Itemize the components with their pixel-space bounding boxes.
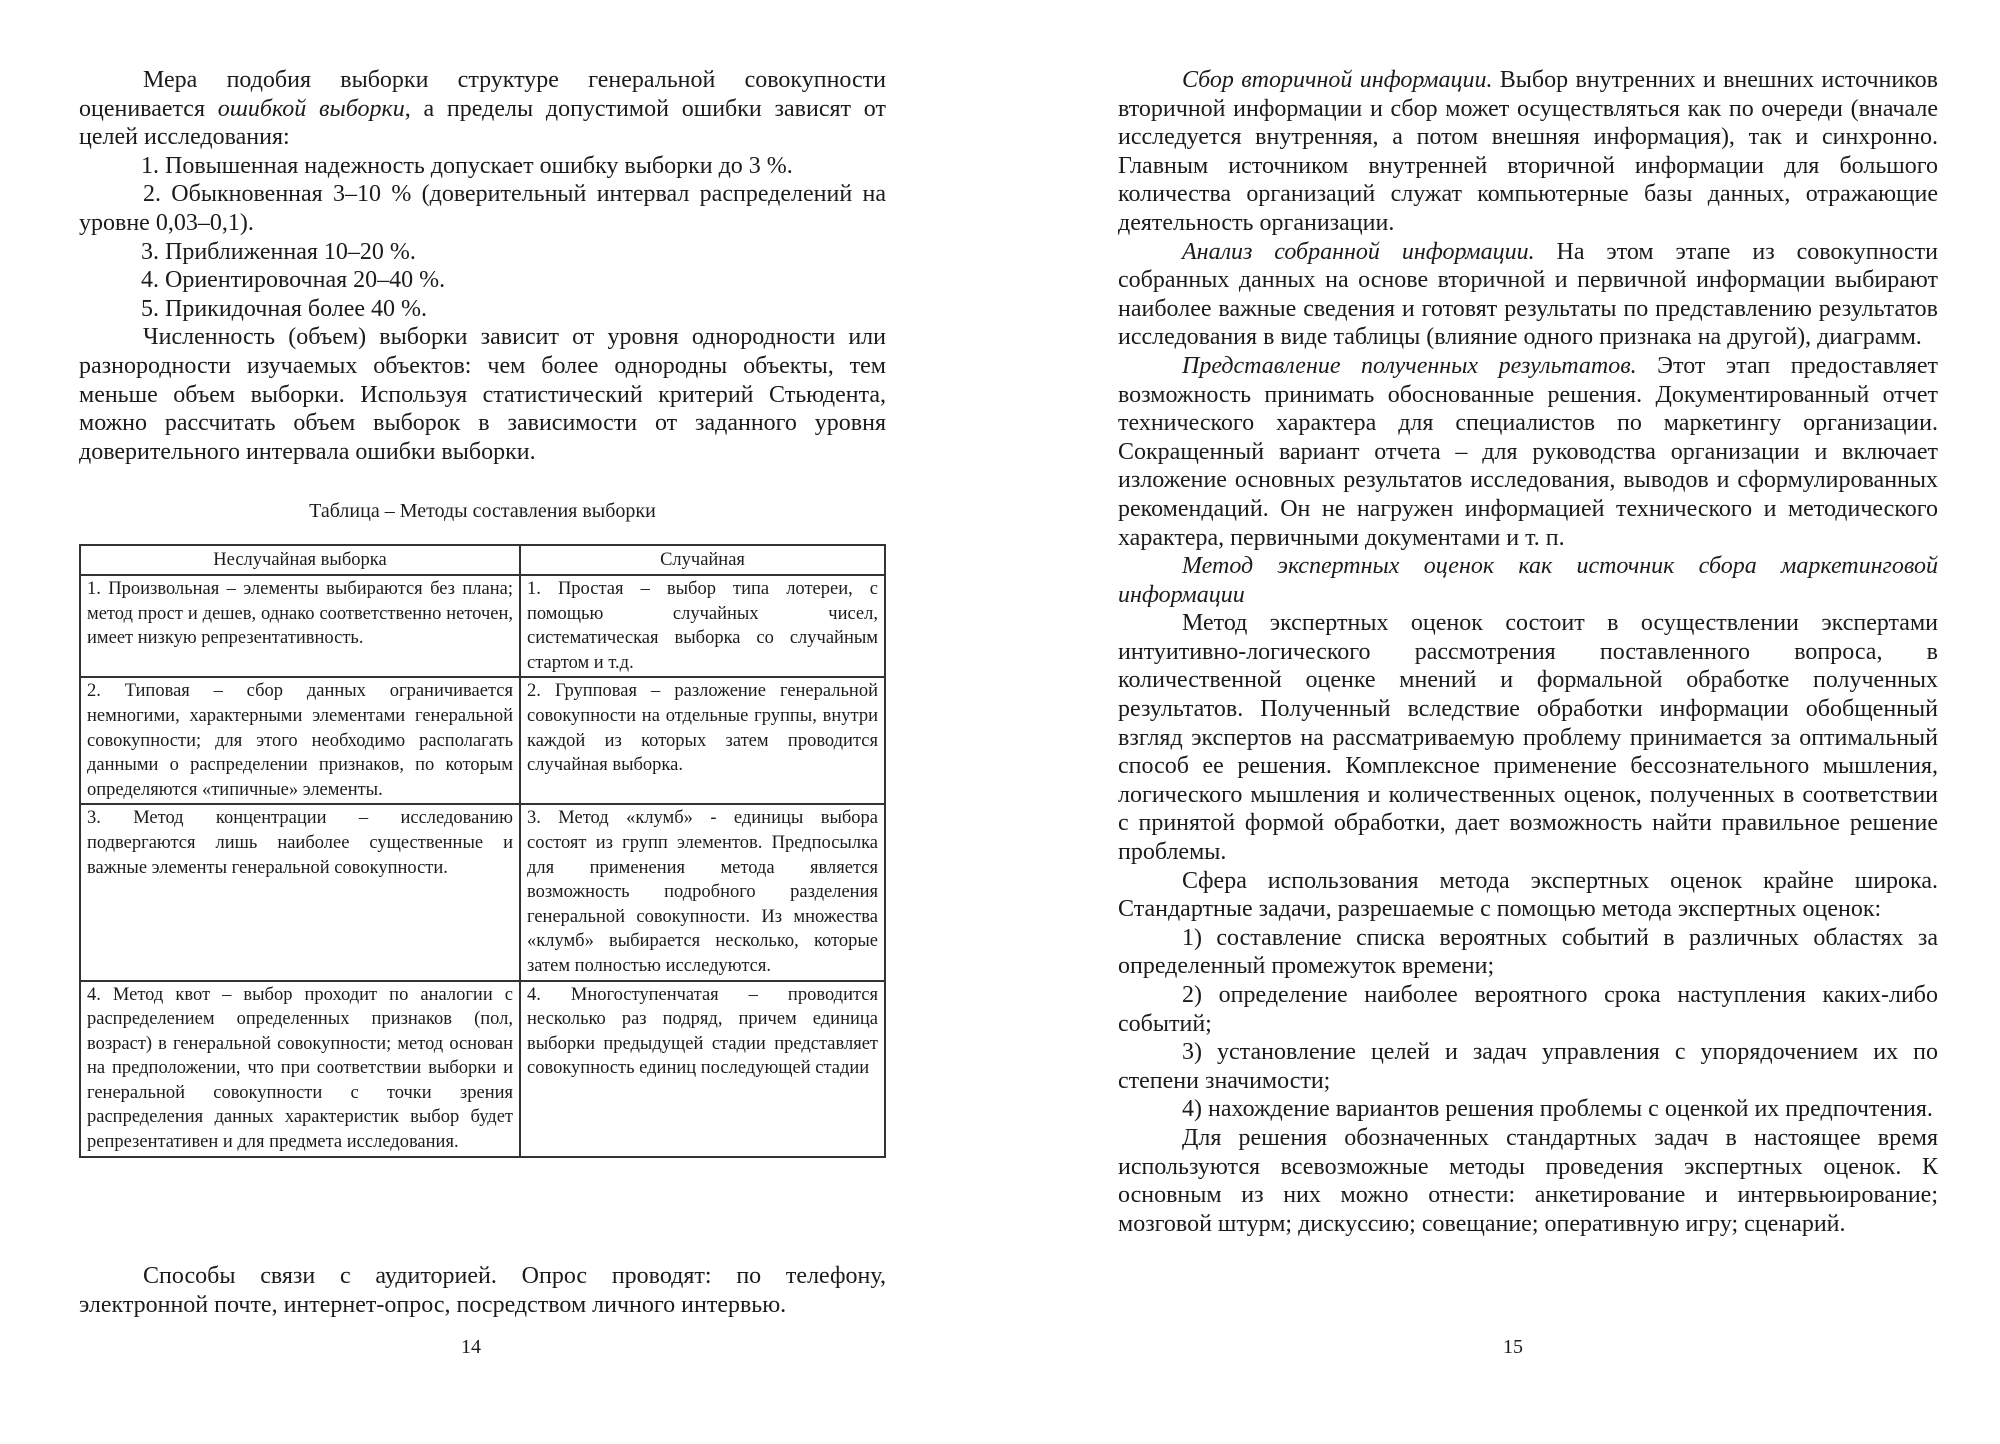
list-item: 2) определение наиболее вероятного срока наступления каких-либо событий;: [1118, 982, 1938, 1037]
list-item: 2. Обыкновенная 3–10 % (доверительный интервал распределений на уровне 0,03–0,1).: [79, 181, 886, 236]
table-cell: 4. Многоступенчатая – проводится несколько раз подряд, причем единица выборки предыдущей стадии представляет совокупность единиц последующей стадии: [520, 981, 885, 1157]
table-row: [80, 981, 885, 1157]
left-page-footer-text: [79, 1262, 886, 1319]
table-header: Случайная: [520, 545, 885, 575]
list-item: 4. Ориентировочная 20–40 %.: [141, 267, 446, 294]
list-item: 3. Приближенная 10–20 %.: [141, 238, 416, 265]
table-cell: 3. Метод «клумб» - единицы выбора состоят из групп элементов. Предпосылка для применения метода является возможность подробного разделения генеральной совокупности. Из множества «клумб» выбирается несколько, которые затем полностью исследуются.: [520, 804, 885, 980]
paragraph-scope: Сфера использования метода экспертных оценок крайне широка. Стандартные задачи, разрешаемые с помощью метода экспертных оценок:: [1118, 867, 1938, 923]
sampling-methods-table: [79, 544, 886, 1158]
table-cell: 3. Метод концентрации – исследованию подвергаются лишь наиболее существенные и важные элементы генеральной совокупности.: [80, 804, 520, 980]
paragraph-audience: Способы связи с аудиторией. Опрос проводят: по телефону, электронной почте, интернет-опрос, посредством личного интервью.: [79, 1263, 886, 1318]
paragraph-analysis: Анализ собранной информации. На этом этапе из совокупности собранных данных на основе вторичной и первичной информации выбирают наиболее важные сведения и готовят результаты по представлению результатов исследования в виде таблицы (влияние одного признака на другой), диаграмм.: [1118, 238, 1938, 351]
page-number: 14: [461, 1336, 481, 1358]
table-cell: 1. Произвольная – элементы выбираются без плана; метод прост и дешев, однако соответственно неточен, имеет низкую репрезентативность.: [80, 575, 520, 677]
paragraph-sample-size: Численность (объем) выборки зависит от уровня однородности или разнородности изучаемых объектов: чем более однородны объекты, тем меньше объем выборки. Используя статистический критерий Стьюдента, можно рассчитать объем выборок в зависимости от заданного уровня доверительного интервала ошибки выборки.: [79, 324, 886, 465]
table-cell: 1. Простая – выбор типа лотереи, с помощью случайных чисел, систематическая выборка со случайным стартом и т.д.: [520, 575, 885, 677]
left-page-body: [79, 66, 886, 466]
table-caption: Таблица – Методы составления выборки: [309, 500, 656, 522]
table-header: Неслучайная выборка: [80, 545, 520, 575]
paragraph-methods: Для решения обозначенных стандартных задач в настоящее время используются всевозможные методы проведения экспертных оценок. К основным из них можно отнести: анкетирование и интервьюирование; мозговой штурм; дискуссию; совещание; оперативную игру; сценарий.: [1118, 1124, 1938, 1237]
table-header-row: [80, 545, 885, 575]
table-row: [80, 575, 885, 677]
list-item: 4) нахождение вариантов решения проблемы с оценкой их предпочтения.: [1182, 1096, 1933, 1123]
page-number: 15: [1503, 1336, 1523, 1358]
table-row: [80, 804, 885, 980]
right-page-body: [1118, 66, 1938, 1238]
paragraph-expert-method: Метод экспертных оценок состоит в осуществлении экспертами интуитивно-логического рассмотрения поставленного вопроса, в количественной оценке мнений и формальной обработке полученных результатов. Полученный вследствие обработки информации обобщенный взгляд экспертов на рассматриваемую проблему принимается за оптимальный способ ее решения. Комплексное применение бессознательного мышления, логического мышления и количественных оценок, полученных в соответствии с принятой формой обработки, дает возможность найти правильное решение проблемы.: [1118, 610, 1938, 866]
paragraph-secondary-info: Сбор вторичной информации. Выбор внутренних и внешних источников вторичной информации и сбор может осуществляться как по очереди (вначале исследуется внутренняя, а потом внешняя информация), так и синхронно. Главным источником внутренней вторичной информации для большого количества организаций служат компьютерные базы данных, отражающие деятельность организации.: [1118, 67, 1939, 236]
list-item: 3) установление целей и задач управления с упорядочением их по степени значимости;: [1118, 1039, 1938, 1094]
table-cell: 2. Групповая – разложение генеральной совокупности на отдельные группы, внутри каждой из которых затем проводится случайная выборка.: [520, 677, 885, 804]
section-heading: Метод экспертных оценок как источник сбора маркетинговой информации: [1118, 553, 1938, 608]
paragraph-sampling-error: Мера подобия выборки структуре генеральной совокупности оценивается ошибкой выборки, а пределы допустимой ошибки зависят от целей исследования:: [79, 67, 886, 151]
list-item: 1) составление списка вероятных событий в различных областях за определенный промежуток времени;: [1118, 924, 1938, 980]
table-row: [80, 677, 885, 804]
paragraph-results: Представление полученных результатов. Этот этап предоставляет возможность принимать обоснованные решения. Документированный отчет технического характера для специалистов по маркетингу организации. Сокращенный вариант отчета – для руководства организации и включает изложение основных результатов исследования, выводов и сформулированных рекомендаций. Он не нагружен информацией технического и методического характера, первичными документами и т. п.: [1118, 352, 1938, 551]
list-item: 5. Прикидочная более 40 %.: [141, 295, 428, 322]
table-cell: 4. Метод квот – выбор проходит по аналогии с распределением определенных признаков (пол, возраст) в генеральной совокупности; метод основан на предположении, что при соответствии выборки и генеральной совокупности с точки зрения распределения данных характеристик выбор будет репрезентативен и для предмета исследования.: [80, 981, 520, 1157]
table-cell: 2. Типовая – сбор данных ограничивается немногими, характерными элементами генеральной совокупности; для этого необходимо располагать данными о распределении признаков, по которым определяются «типичные» элементы.: [80, 677, 520, 804]
list-item: 1. Повышенная надежность допускает ошибку выборки до 3 %.: [141, 152, 793, 179]
